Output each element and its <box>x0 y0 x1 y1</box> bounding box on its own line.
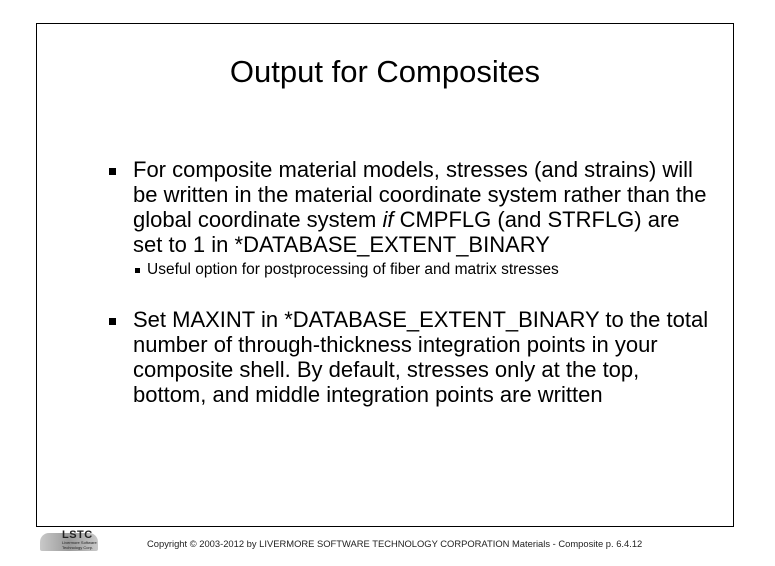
spacer <box>109 280 709 307</box>
bullet-square-icon <box>109 168 116 175</box>
bullet-item-output-coordinates <box>109 157 709 257</box>
bullet-text: For composite material models, stresses (and strains) will be written in the material coordinate system rather than the global coordinate system <box>133 157 707 232</box>
sub-bullet-square-icon <box>135 268 140 273</box>
copyright-text: Copyright © 2003-2012 by LIVERMORE SOFTWARE TECHNOLOGY CORPORATION Materials - Composite p. 6.4.12 <box>147 538 643 549</box>
bullet-text-continued: CMPFLG (and STRFLG) are set to 1 in *DATABASE_EXTENT_BINARY <box>133 207 680 257</box>
slide-footer <box>36 527 734 553</box>
bullet-list <box>109 157 709 407</box>
lstc-logo <box>40 529 98 551</box>
slide-title: Output for Composites <box>229 54 541 89</box>
bullet-item-maxint <box>109 307 709 407</box>
bullet-square-icon <box>109 318 116 325</box>
bullet-italic-text: if <box>382 207 394 232</box>
slide-frame <box>36 23 734 527</box>
sub-bullet-text: Useful option for postprocessing of fiber and matrix stresses <box>147 261 559 278</box>
logo-text: LSTC <box>62 529 93 541</box>
sub-bullet-item <box>133 260 709 280</box>
logo-subtext: Livermore Software Technology Corp. <box>62 540 97 550</box>
bullet-text: Set MAXINT in *DATABASE_EXTENT_BINARY to the total number of through-thickness integration points in your composite shell. By default, stresses only at the top, bottom, and middle integration points are written <box>133 307 709 407</box>
